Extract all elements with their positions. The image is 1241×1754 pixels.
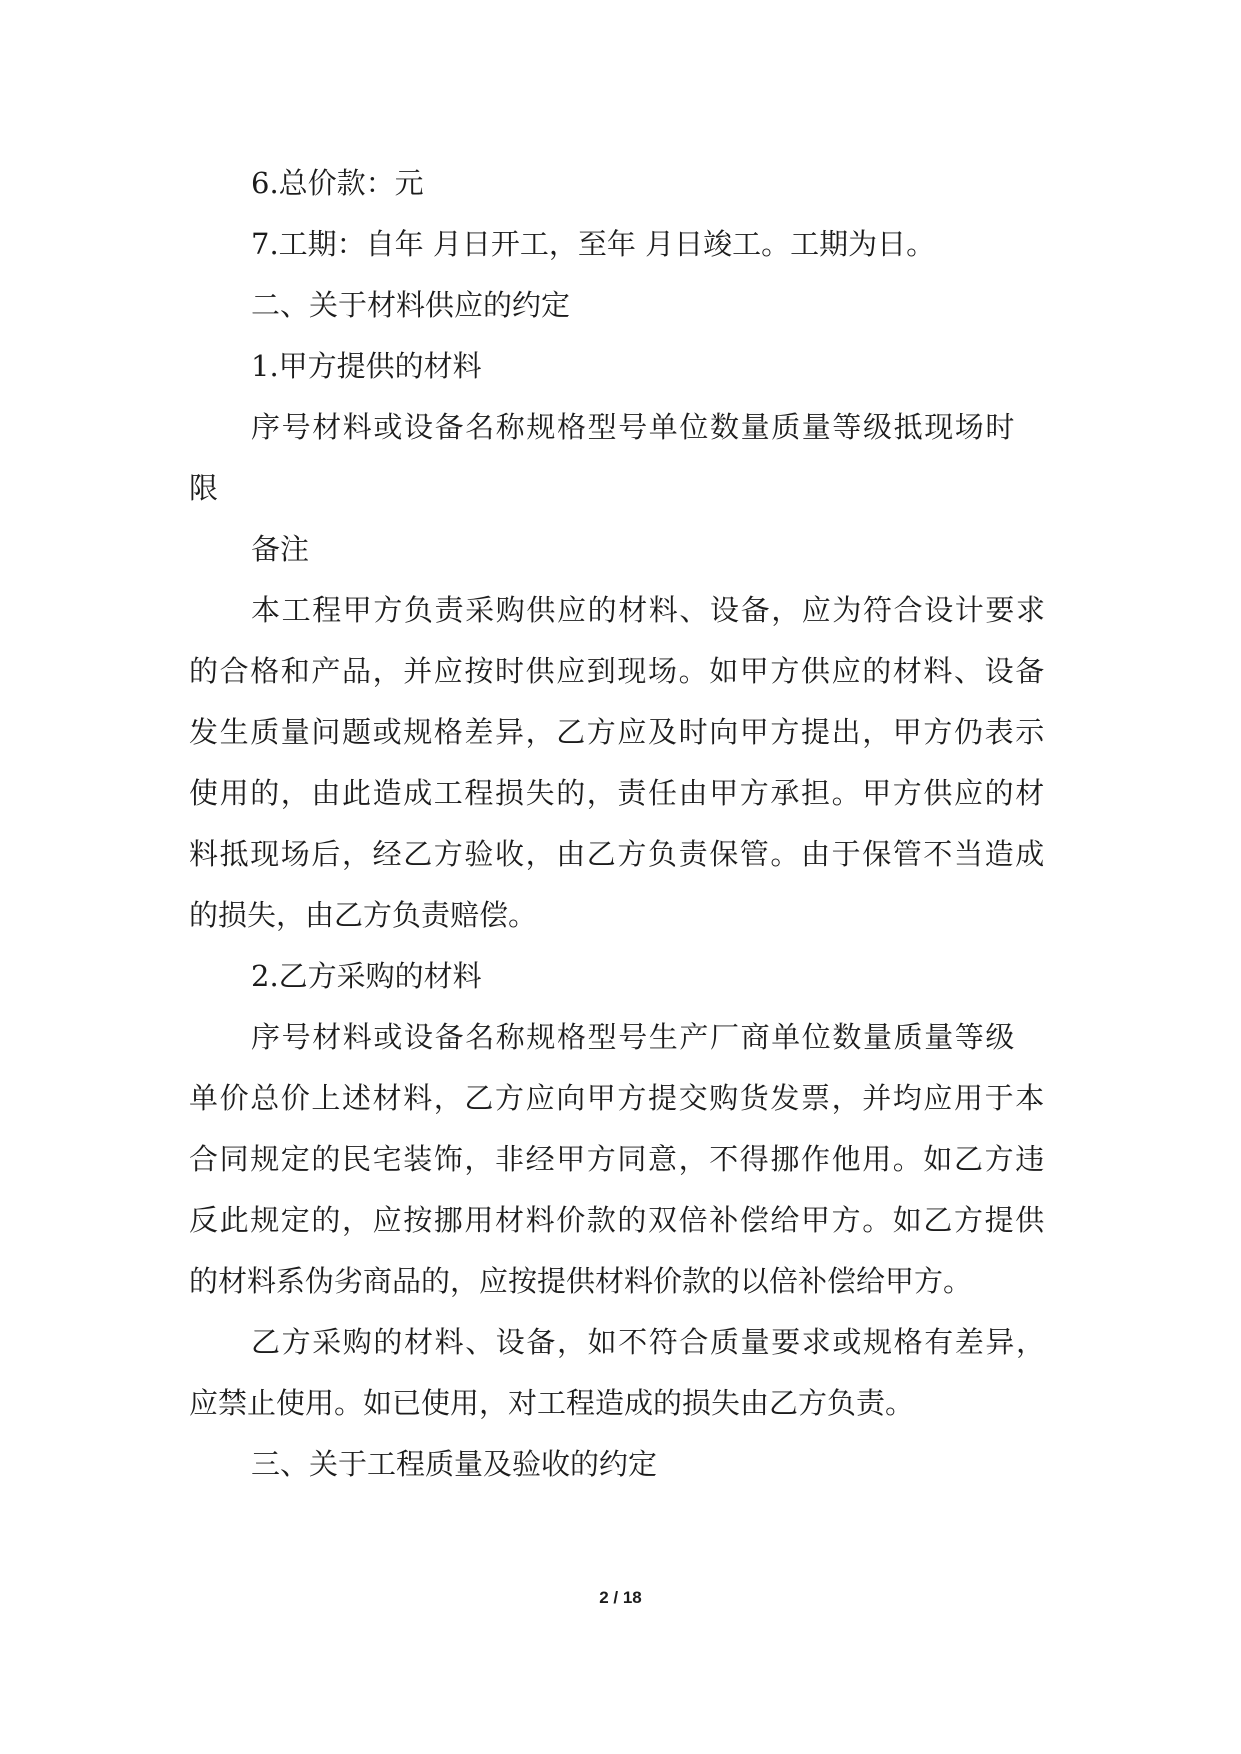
paragraph-line: 料抵现场后，经乙方验收，由乙方负责保管。由于保管不当造成 <box>189 837 1046 871</box>
section-heading-quality: 三、关于工程质量及验收的约定 <box>251 1447 658 1481</box>
item-total-price: 6.总价款：元 <box>251 166 424 200</box>
paragraph-line: 乙方采购的材料、设备，如不符合质量要求或规格有差异， <box>251 1325 1047 1359</box>
subheading-party-b-materials: 2.乙方采购的材料 <box>251 959 482 993</box>
table-header-line: 序号材料或设备名称规格型号单位数量质量等级抵现场时 <box>251 410 1017 444</box>
paragraph-line: 合同规定的民宅装饰，非经甲方同意，不得挪作他用。如乙方违 <box>189 1142 1046 1176</box>
section-heading-materials: 二、关于材料供应的约定 <box>251 288 571 322</box>
paragraph-line: 使用的，由此造成工程损失的，责任由甲方承担。甲方供应的材 <box>189 776 1046 810</box>
subheading-party-a-materials: 1.甲方提供的材料 <box>251 349 482 383</box>
remarks-label: 备注 <box>251 532 310 566</box>
paragraph-line: 的损失，由乙方负责赔偿。 <box>189 898 538 932</box>
paragraph-line: 序号材料或设备名称规格型号生产厂商单位数量质量等级 <box>251 1020 1017 1054</box>
table-header-line-cont: 限 <box>189 471 219 505</box>
paragraph-line: 单价总价上述材料，乙方应向甲方提交购货发票，并均应用于本 <box>189 1081 1046 1115</box>
paragraph-line: 反此规定的，应按挪用材料价款的双倍补偿给甲方。如乙方提供 <box>189 1203 1046 1237</box>
paragraph-line: 应禁止使用。如已使用，对工程造成的损失由乙方负责。 <box>189 1386 915 1420</box>
paragraph-line: 发生质量问题或规格差异，乙方应及时向甲方提出，甲方仍表示 <box>189 715 1046 749</box>
paragraph-line: 的合格和产品，并应按时供应到现场。如甲方供应的材料、设备 <box>189 654 1046 688</box>
item-construction-period: 7.工期：自年 月日开工，至年 月日竣工。工期为日。 <box>251 227 936 261</box>
paragraph-line: 的材料系伪劣商品的，应按提供材料价款的以倍补偿给甲方。 <box>189 1264 973 1298</box>
page-number: 2 / 18 <box>599 1588 642 1607</box>
paragraph-line: 本工程甲方负责采购供应的材料、设备，应为符合设计要求 <box>251 593 1047 627</box>
